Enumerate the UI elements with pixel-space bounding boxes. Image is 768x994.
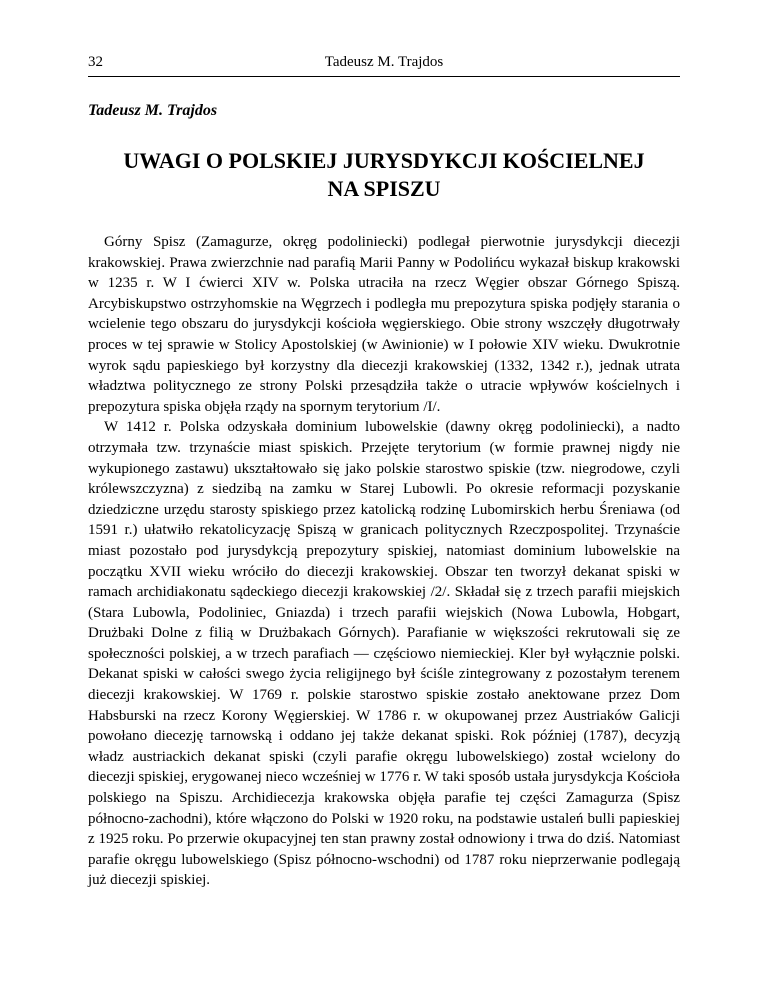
article-author: Tadeusz M. Trajdos [88,102,218,119]
article-title-line-1: UWAGI O POLSKIEJ JURYSDYKCJI KOŚCIELNEJ [123,148,645,173]
article-body [88,232,680,891]
running-head: Tadeusz M. Trajdos [324,54,444,70]
article-title [88,147,680,203]
article-title-line-2: NA SPISZU [327,176,441,201]
paragraph: W 1412 r. Polska odzyskała dominium lubowelskie (dawny okręg podoliniecki), a nadto otrzymała tzw. trzynaście miast spiskich. Przejęte terytorium (w formie prawnej nigdy nie wykupionego zastawu) ukształtowało się jako polskie starostwo spiskie (tzw. niegrodowe, czyli królewszczyzna) z siedzibą na zamku w Starej Lubowli. Po okresie reformacji pozyskanie dziedziczne urzędu starosty spiskiego przez katolicką rodzinę Lubomirskich herbu Śreniawa (od 1591 r.) ułatwiło rekatolicyzację Spiszą w granicach politycznych Rzeczpospolitej. Trzynaście miast pozostało pod jurysdykcją prepozytury spiskiej, natomiast dominium lubowelskie na początku XVII wieku wróciło do diecezji krakowskiej. Obszar ten tworzył dekanat spiski w ramach archidiakonatu sądeckiego diecezji krakowskiej /2/. Składał się z trzech parafii miejskich (Stara Lubowla, Podoliniec, Gniazda) i trzech parafii wiejskich (Nowa Lubowla, Hobgart, Drużbaki Dolne z filią w Drużbakach Górnych). Parafianie w większości rekrutowali się ze społeczności polskiej, a w trzech parafiach — częściowo niemieckiej. Kler był wyłącznie polski. Dekanat spiski w całości swego życia religijnego był ściśle zintegrowany z pozostałym terenem diecezji krakowskiej. W 1769 r. polskie starostwo spiskie zostało anektowane przez Dom Habsburski na rzecz Korony Węgierskiej. W 1786 r. w okupowanej przez Austriaków Galicji powołano diecezję tarnowską i oddano jej także dekanat spiski. Rok później (1787), decyzją władz austriackich dekanat spiski (czyli parafie okręgu lubowelskiego) został wcielony do diecezji spiskiej, erygowanej nieco wcześniej w 1776 r. W taki sposób ustała jurysdykcja Kościoła polskiego na Spiszu. Archidiecezja krakowska objęła parafie tej części Zamagurza (Spisz północno-zachodni), które włączono do Polski w 1920 roku, na podstawie ustaleń bulli papieskiej z 1925 roku. Po przerwie okupacyjnej ten stan prawny został odnowiony i trwa do dziś. Natomiast parafie okręgu lubowelskiego (Spisz północno-wschodni) od 1787 roku nieprzerwanie podlegają już diecezji spiskiej. [88,419,680,889]
paragraph: Górny Spisz (Zamagurze, okręg podoliniecki) podlegał pierwotnie jurysdykcji diecezji krakowskiej. Prawa zwierzchnie nad parafią Marii Panny w Podolińcu wykazał biskup krakowski w 1235 r. W I ćwierci XIV w. Polska utraciła na rzecz Węgier obszar Górnego Spiszą. Arcybiskupstwo ostrzyhomskie na Węgrzech i podległa mu prepozytura spiska podjęły starania o wcielenie tego obszaru do jurysdykcji kościoła węgierskiego. Obie strony wszczęły długotrwały proces w tej sprawie w Stolicy Apostolskiej (w Awinionie) w I połowie XIV wieku. Dwukrotnie wyrok sądu papieskiego był korzystny dla diecezji krakowskiej (1332, 1342 r.), jednak utrata władztwa politycznego ze strony Polski przesądziła także o utracie wpływów kościelnych i prepozytura spiska objęła rządy na spornym terytorium /I/. [88,234,680,415]
page-header [88,52,680,77]
page-number: 32 [88,54,103,70]
